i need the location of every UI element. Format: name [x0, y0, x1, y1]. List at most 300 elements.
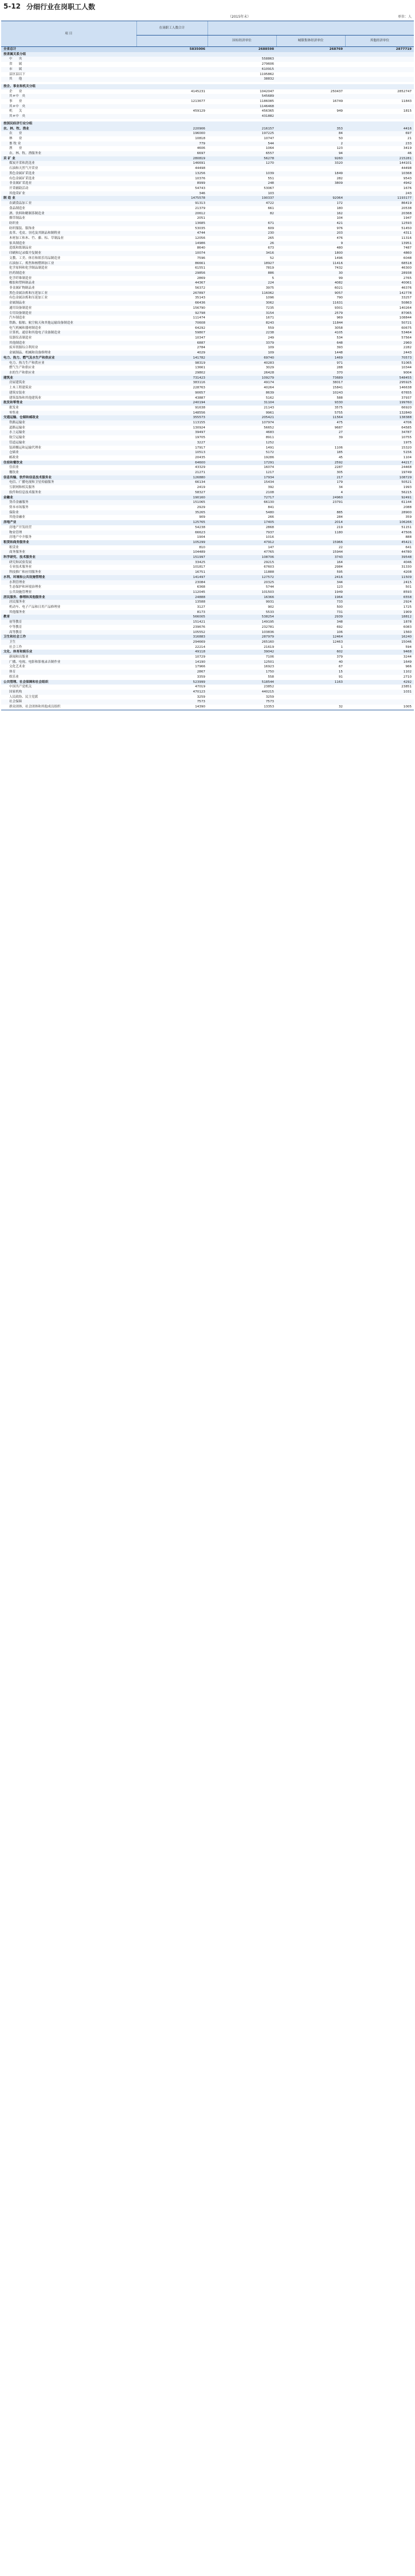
cell-total: 61551 — [136, 266, 208, 271]
cell-state: 902 — [208, 605, 276, 610]
cell-total — [136, 72, 208, 77]
cell-other: 28900 — [345, 510, 414, 516]
column-header-collective: 城镇集体经济单位 — [276, 36, 345, 47]
cell-total: 10074 — [136, 251, 208, 256]
cell-other: 12593 — [345, 221, 414, 226]
cell-other: 46 — [345, 151, 414, 156]
cell-collective: 1 — [276, 645, 345, 650]
cell-state: 5162 — [208, 396, 276, 401]
cell-total: 17917 — [136, 446, 208, 451]
row-label: 家具制造业 — [1, 241, 136, 246]
table-row — [1, 391, 414, 396]
cell-collective: 9330 — [276, 400, 345, 406]
cell-other: 1649 — [345, 660, 414, 665]
cell-total: 151997 — [136, 555, 208, 560]
table-row — [1, 326, 414, 331]
cell-state: 265 — [208, 236, 276, 241]
cell-total — [136, 67, 208, 72]
cell-total: 3359 — [136, 675, 208, 680]
cell-collective: 885 — [276, 510, 345, 516]
row-label: 医药制造业 — [1, 271, 136, 276]
row-label: 批发和零售业 — [1, 400, 136, 406]
cell-state: 7573 — [208, 699, 276, 705]
cell-other: 40061 — [345, 281, 414, 286]
table-row — [1, 271, 414, 276]
cell-state: 8911 — [208, 435, 276, 441]
cell-collective: 15841 — [276, 386, 345, 391]
table-row — [1, 256, 414, 261]
cell-total: 10347 — [136, 336, 208, 341]
cell-other: 1104 — [345, 455, 414, 461]
cell-total: 566005 — [136, 615, 208, 620]
cell-collective: 692 — [276, 625, 345, 630]
cell-state: 7106 — [208, 655, 276, 660]
row-label: 化学纤维制造业 — [1, 276, 136, 281]
column-header-state: 国有经济单位 — [208, 36, 276, 47]
cell-other: 45421 — [345, 540, 414, 545]
cell-total: 59807 — [136, 331, 208, 336]
row-label: 货币金融服务 — [1, 500, 136, 505]
cell-state: 1252 — [208, 441, 276, 446]
row-label: 零售业 — [1, 411, 136, 416]
cell-other — [345, 62, 414, 67]
cell-other: 2443 — [345, 351, 414, 356]
cell-total: 13588 — [136, 600, 208, 605]
cell-total: 1475578 — [136, 196, 208, 201]
cell-other: 2924 — [345, 600, 414, 605]
cell-state: 10747 — [208, 136, 276, 141]
cell-other: 13951 — [345, 241, 414, 246]
cell-state: 5172 — [208, 450, 276, 455]
row-label: 酒、饮料和精制茶制造业 — [1, 211, 136, 217]
cell-other: 641 — [345, 545, 414, 550]
row-label: 水利管理业 — [1, 580, 136, 585]
cell-state: 5 — [208, 276, 276, 281]
table-row — [1, 500, 414, 505]
table-row — [1, 610, 414, 615]
cell-total: 49118 — [136, 650, 208, 655]
cell-total: 731423 — [136, 376, 208, 381]
row-label: 全省总计 — [1, 47, 136, 52]
table-row — [1, 156, 414, 162]
cell-state: 13353 — [208, 705, 276, 710]
cell-other: 1031 — [345, 690, 414, 695]
cell-collective: 40 — [276, 660, 345, 665]
row-label: 金融业 — [1, 495, 136, 501]
table-row — [1, 226, 414, 231]
cell-collective: 1496 — [276, 256, 345, 261]
cell-collective — [276, 699, 345, 705]
cell-other: 1947 — [345, 216, 414, 221]
table-row — [1, 540, 414, 545]
column-header-item: 项 目 — [1, 21, 136, 47]
data-table — [1, 21, 414, 710]
cell-other: 24468 — [345, 465, 414, 470]
cell-collective: 2984 — [276, 565, 345, 570]
table-row — [1, 231, 414, 236]
table-row — [1, 77, 414, 82]
cell-collective: 282 — [276, 176, 345, 182]
cell-total: 39497 — [136, 430, 208, 435]
cell-other — [345, 695, 414, 700]
row-label: 林 业 — [1, 136, 136, 141]
row-label: 金属制品、机械和设备修理业 — [1, 351, 136, 356]
row-label: 电气机械和器材制造业 — [1, 326, 136, 331]
row-label: 造纸和纸制品业 — [1, 246, 136, 251]
cell-collective: 305 — [276, 470, 345, 475]
cell-collective: 15 — [276, 670, 345, 675]
table-row — [1, 480, 414, 485]
row-label: 其他服务业 — [1, 610, 136, 615]
cell-total: 47019 — [136, 685, 208, 690]
cell-total: 14986 — [136, 241, 208, 246]
column-header-total: 在岗职工人数合计 — [136, 21, 208, 36]
cell-state: 26 — [208, 241, 276, 246]
row-label: 汽车制造业 — [1, 316, 136, 321]
cell-collective: 9260 — [276, 156, 345, 162]
cell-collective: 6021 — [276, 286, 345, 291]
row-label: 电力、热力、燃气及水生产和供应业 — [1, 356, 136, 361]
table-row — [1, 535, 414, 540]
row-label: 印刷和记录媒介复制业 — [1, 251, 136, 256]
cell-other: 28938 — [345, 271, 414, 276]
cell-state: 1491 — [208, 446, 276, 451]
table-row — [1, 114, 414, 119]
cell-other: 697 — [345, 131, 414, 136]
cell-collective: 1849 — [276, 171, 345, 176]
row-label: 有色金属冶炼和压延加工业 — [1, 296, 136, 301]
cell-state: 1270 — [208, 161, 276, 166]
row-label: 资本市场服务 — [1, 505, 136, 510]
row-label: 租赁和商务服务业 — [1, 540, 136, 545]
row-label: 餐饮业 — [1, 470, 136, 475]
table-row — [1, 670, 414, 675]
table-row — [1, 146, 414, 151]
cell-collective — [276, 77, 345, 82]
table-title: 分细行业在岗职工人数 — [26, 2, 96, 11]
cell-state: 456365 — [208, 109, 276, 114]
cell-other: 2415 — [345, 580, 414, 585]
cell-state: 3062 — [208, 301, 276, 306]
cell-state: 18927 — [208, 261, 276, 266]
cell-other: 47506 — [345, 530, 414, 536]
cell-other: 3244 — [345, 655, 414, 660]
cell-state: 190337 — [208, 196, 276, 201]
cell-total: 21271 — [136, 470, 208, 475]
cell-state: 1186085 — [208, 99, 276, 104]
cell-collective — [276, 505, 345, 510]
cell-total: 13661 — [136, 365, 208, 371]
row-label: 文化、体育和娱乐业 — [1, 650, 136, 655]
cell-total: 21379 — [136, 206, 208, 211]
table-row — [1, 550, 414, 555]
table-row — [1, 251, 414, 256]
cell-state — [208, 166, 276, 171]
cell-other: 6558 — [345, 595, 414, 600]
cell-collective: 1180 — [276, 530, 345, 536]
cell-total: 190160 — [136, 495, 208, 501]
table-row — [1, 84, 414, 89]
cell-total: 111474 — [136, 316, 208, 321]
cell-other: 4208 — [345, 570, 414, 575]
table-row — [1, 166, 414, 171]
cell-collective: 949 — [276, 109, 345, 114]
cell-other: 44498 — [345, 166, 414, 171]
cell-total: 56372 — [136, 286, 208, 291]
cell-other: 359 — [345, 515, 414, 520]
row-label: 橡胶和塑料制品业 — [1, 281, 136, 286]
cell-collective: 976 — [276, 226, 345, 231]
row-label: 有色金属矿采选业 — [1, 176, 136, 182]
cell-other: 21 — [345, 136, 414, 141]
cell-state: 109279 — [208, 376, 276, 381]
row-label: 其他金融业 — [1, 515, 136, 520]
row-label: 专用设备制造业 — [1, 311, 136, 316]
table-row — [1, 530, 414, 536]
row-label: 铁路、船舶、航空航天和其他运输设备制造业 — [1, 321, 136, 326]
cell-state: 287979 — [208, 635, 276, 640]
table-row — [1, 311, 414, 316]
cell-other: 10755 — [345, 435, 414, 441]
cell-state: 147 — [208, 545, 276, 550]
cell-collective: 268769 — [276, 47, 345, 52]
table-row — [1, 109, 414, 114]
cell-collective: 790 — [276, 296, 345, 301]
cell-collective: 534 — [276, 336, 345, 341]
cell-total: 3127 — [136, 605, 208, 610]
cell-collective: 92064 — [276, 196, 345, 201]
cell-other: 18812 — [345, 615, 414, 620]
cell-total: 156790 — [136, 306, 208, 311]
cell-total: 4029 — [136, 351, 208, 356]
cell-other: 146638 — [345, 386, 414, 391]
row-label: 农 业 — [1, 131, 136, 136]
row-label: 水上运输业 — [1, 430, 136, 435]
table-row — [1, 341, 414, 346]
row-label: 渔 业 — [1, 146, 136, 151]
cell-collective: 34 — [276, 485, 345, 490]
cell-other: 9543 — [345, 176, 414, 182]
cell-collective: 12463 — [276, 640, 345, 645]
cell-state: 518544 — [208, 680, 276, 685]
cell-other: 108844 — [345, 316, 414, 321]
cell-state: 3029 — [208, 365, 276, 371]
cell-collective: 203 — [276, 231, 345, 236]
cell-total: 24888 — [136, 595, 208, 600]
cell-collective: 4 — [276, 490, 345, 495]
cell-state: 47912 — [208, 540, 276, 545]
cell-state: 101503 — [208, 590, 276, 595]
cell-total: 779 — [136, 141, 208, 147]
unit-note: 单位：人 — [397, 15, 412, 19]
cell-state: 9961 — [208, 411, 276, 416]
cell-collective: 595 — [276, 570, 345, 575]
cell-collective: 3743 — [276, 555, 345, 560]
row-label: 石油和天然气开采业 — [1, 166, 136, 171]
row-label: 文教、工美、体育和娱乐用品制造业 — [1, 256, 136, 261]
cell-state: 17934 — [208, 475, 276, 481]
cell-state: 205421 — [208, 415, 276, 420]
row-label: 电信、广播电视和卫星传输服务 — [1, 480, 136, 485]
table-row — [1, 635, 414, 640]
cell-state: 551 — [208, 176, 276, 182]
cell-total: 91313 — [136, 201, 208, 206]
table-row — [1, 420, 414, 426]
cell-other: 15320 — [345, 446, 414, 451]
table-row — [1, 386, 414, 391]
cell-total: 5835006 — [136, 47, 208, 52]
cell-state: 20325 — [208, 580, 276, 585]
table-row — [1, 455, 414, 461]
cell-other: 243 — [345, 191, 414, 196]
cell-state: 1195862 — [208, 72, 276, 77]
cell-other — [345, 84, 414, 89]
cell-total — [136, 94, 208, 99]
cell-collective: 45 — [276, 455, 345, 461]
cell-total: 92798 — [136, 311, 208, 316]
cell-collective: 84 — [276, 131, 345, 136]
cell-total: 66134 — [136, 480, 208, 485]
row-label: 房屋建筑业 — [1, 380, 136, 386]
cell-state: 249 — [208, 336, 276, 341]
cell-collective: 2 — [276, 141, 345, 147]
cell-total: 7573 — [136, 699, 208, 705]
row-label: 专业技术服务业 — [1, 565, 136, 570]
cell-other: 4706 — [345, 420, 414, 426]
row-label: 黑色金属冶炼和压延加工业 — [1, 291, 136, 296]
table-row — [1, 620, 414, 625]
cell-collective: 94 — [276, 151, 345, 156]
cell-state: 1016 — [208, 535, 276, 540]
row-label: 金属制品业 — [1, 301, 136, 306]
table-row — [1, 435, 414, 441]
cell-state: 40264 — [208, 386, 276, 391]
cell-collective — [276, 690, 345, 695]
cell-total: 2051 — [136, 216, 208, 221]
cell-total: 8640 — [136, 246, 208, 251]
cell-total: 35143 — [136, 296, 208, 301]
row-label: 公共设施管理业 — [1, 590, 136, 595]
cell-total: 239676 — [136, 625, 208, 630]
table-row — [1, 680, 414, 685]
row-label: 住宿业 — [1, 465, 136, 470]
table-row — [1, 650, 414, 655]
row-label: 房地产业 — [1, 520, 136, 525]
cell-state: 56278 — [208, 156, 276, 162]
table-row — [1, 241, 414, 246]
table-row — [1, 47, 414, 52]
cell-collective: 15966 — [276, 540, 345, 545]
cell-state: 149195 — [208, 620, 276, 625]
cell-collective: 288 — [276, 365, 345, 371]
cell-state: 53067 — [208, 186, 276, 191]
cell-other: 11843 — [345, 99, 414, 104]
row-label: 仓储业 — [1, 450, 136, 455]
cell-other: 5156 — [345, 450, 414, 455]
cell-total: 43329 — [136, 465, 208, 470]
cell-total: 2867 — [136, 670, 208, 675]
cell-state: 38832 — [208, 77, 276, 82]
cell-collective: 3320 — [276, 161, 345, 166]
cell-total: 4606 — [136, 146, 208, 151]
cell-other: 7487 — [345, 246, 414, 251]
cell-other: 10344 — [345, 365, 414, 371]
cell-collective: 12464 — [276, 635, 345, 640]
table-row — [1, 171, 414, 176]
table-row — [1, 590, 414, 595]
cell-other — [345, 114, 414, 119]
cell-state: 8243 — [208, 321, 276, 326]
table-row — [1, 151, 414, 156]
cell-other: 132840 — [345, 411, 414, 416]
cell-other — [345, 67, 414, 72]
cell-state: 107974 — [208, 420, 276, 426]
cell-other: 4292 — [345, 680, 414, 685]
cell-total: 33425 — [136, 560, 208, 565]
cell-collective: 123 — [276, 585, 345, 590]
table-row — [1, 411, 414, 416]
table-row — [1, 246, 414, 251]
table-row — [1, 600, 414, 605]
cell-collective: 179 — [276, 480, 345, 485]
cell-collective: 284 — [276, 515, 345, 520]
cell-total: 86661 — [136, 261, 208, 266]
cell-total: 280819 — [136, 156, 208, 162]
row-label: 群众团体、社会团体和其他成员组织 — [1, 705, 136, 710]
cell-collective: 731 — [276, 610, 345, 615]
cell-collective — [276, 535, 345, 540]
row-label: 非金属矿物制品业 — [1, 286, 136, 291]
cell-other: 57564 — [345, 336, 414, 341]
cell-total: 4744 — [136, 231, 208, 236]
cell-state: 127572 — [208, 575, 276, 580]
table-title-bar — [0, 0, 415, 13]
table-row — [1, 595, 414, 600]
cell-total: 6368 — [136, 585, 208, 590]
row-label: 道路运输业 — [1, 426, 136, 431]
cell-collective: 475 — [276, 420, 345, 426]
cell-total: 105299 — [136, 540, 208, 545]
cell-other: 140264 — [345, 306, 414, 311]
cell-other: 46300 — [345, 266, 414, 271]
row-label: 其他制造业 — [1, 341, 136, 346]
cell-total: 2784 — [136, 345, 208, 351]
cell-other — [345, 77, 414, 82]
cell-state: 2688598 — [208, 47, 276, 52]
row-label: 黑色金属矿采选业 — [1, 171, 136, 176]
cell-state: 1064 — [208, 146, 276, 151]
table-row — [1, 206, 414, 211]
cell-state: 39042 — [208, 650, 276, 655]
table-row — [1, 121, 414, 127]
cell-other: 51450 — [345, 226, 414, 231]
cell-other: 1815 — [345, 109, 414, 114]
cell-state: 4683 — [208, 430, 276, 435]
cell-collective: 971 — [276, 361, 345, 366]
cell-total: 44367 — [136, 281, 208, 286]
cell-other: 1193177 — [345, 196, 414, 201]
row-label: 企 业 — [1, 89, 136, 95]
cell-other — [345, 104, 414, 109]
table-row — [1, 660, 414, 665]
cell-collective — [276, 62, 345, 67]
cell-collective — [276, 84, 345, 89]
cell-state: 2108 — [208, 490, 276, 495]
row-label: 按企、事业和机关分组 — [1, 84, 136, 89]
cell-state: 232781 — [208, 625, 276, 630]
cell-total: 14390 — [136, 705, 208, 710]
row-label: 中 央 — [1, 57, 136, 62]
